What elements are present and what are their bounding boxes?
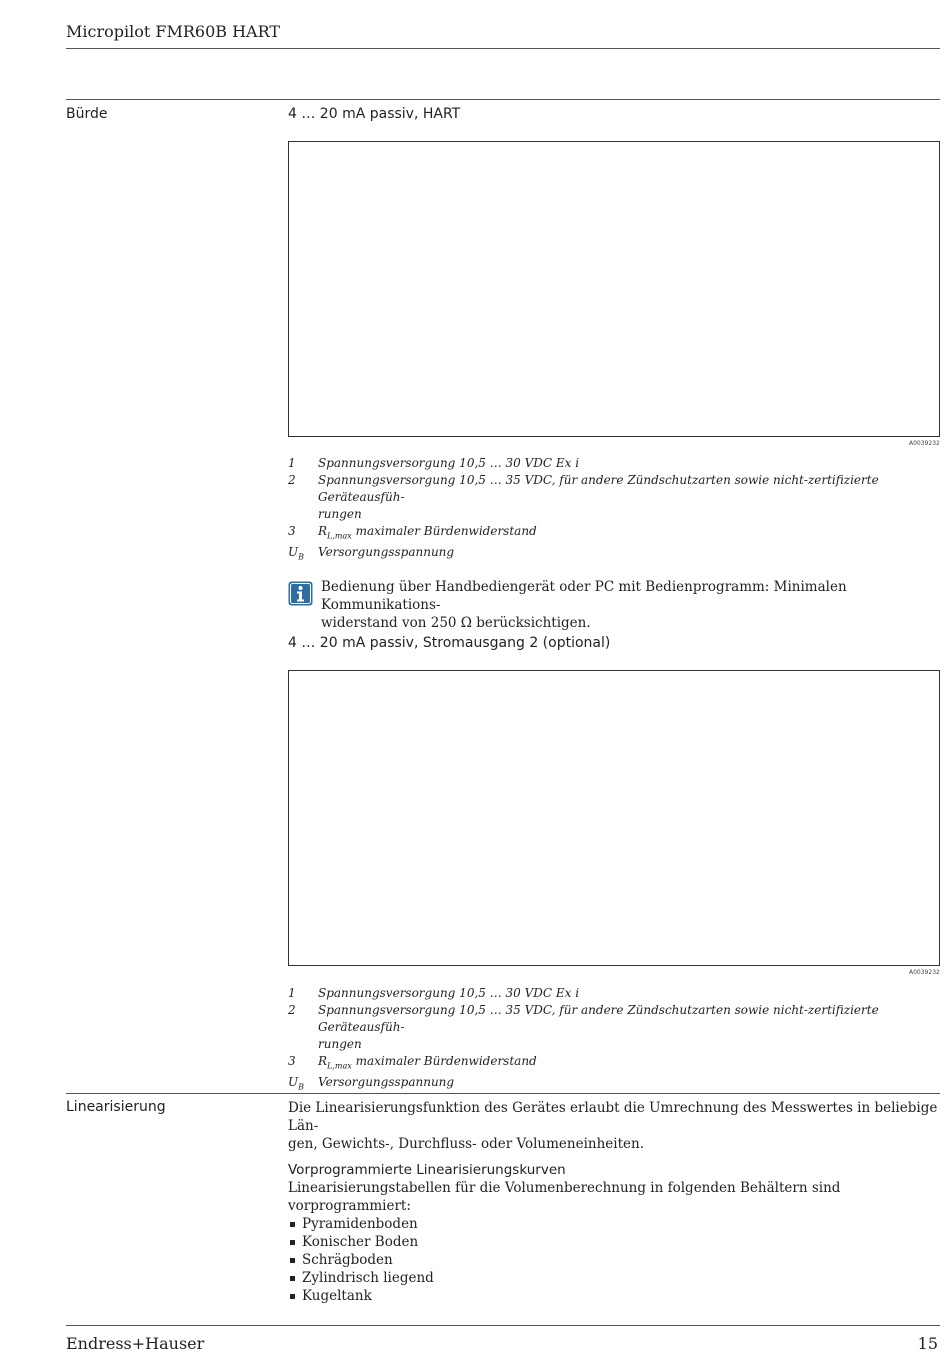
figure-id: A0039232 xyxy=(909,440,940,447)
load-diagram-figure xyxy=(288,670,940,966)
list-item: Schrägboden xyxy=(288,1251,940,1269)
info-icon xyxy=(288,581,313,606)
footer-brand: Endress+Hauser xyxy=(66,1334,205,1353)
intro-line: Die Linearisierungsfunktion des Gerätes erlaubt die Umrechnung des Messwertes in beliebige Län- xyxy=(288,1100,938,1134)
section-label-linearisierung: Linearisierung xyxy=(66,1099,166,1115)
list-item: Kugeltank xyxy=(288,1287,940,1305)
linearisierung-heading: Vorprogrammierte Linearisierungskurven xyxy=(288,1162,566,1178)
intro-line: gen, Gewichts-, Durchfluss- oder Volumeneinheiten. xyxy=(288,1136,644,1152)
legend-item: 1 Spannungsversorgung 10,5 … 30 VDC Ex i xyxy=(288,456,580,470)
page-number: 15 xyxy=(917,1334,938,1353)
legend-item: 2 Spannungsversorgung 10,5 … 35 VDC, für andere Zündschutzarten sowie nicht-zertifizierte Geräteausfüh- rungen xyxy=(288,1003,879,1051)
figure-id: A0039232 xyxy=(909,969,940,976)
legend-item: 1 Spannungsversorgung 10,5 … 30 VDC Ex i xyxy=(288,986,580,1000)
list-item: Pyramidenboden xyxy=(288,1215,940,1233)
section-rule xyxy=(66,1093,940,1094)
legend-item: $U_B$ Versorgungsspannung xyxy=(288,545,455,562)
footer-rule xyxy=(66,1325,940,1326)
running-header: Micropilot FMR60B HART xyxy=(66,22,281,41)
note-line: Bedienung über Handbediengerät oder PC mit Bedienprogramm: Minimalen Kommunikations- xyxy=(321,579,847,613)
subsection-title: 4 … 20 mA passiv, HART xyxy=(288,106,461,122)
legend-item: 3 $R_{L,max}$ maximaler Bürdenwiderstand xyxy=(288,524,537,541)
section-label-burde: Bürde xyxy=(66,106,108,122)
section-rule xyxy=(66,99,940,100)
load-chart xyxy=(289,142,939,436)
load-diagram-figure xyxy=(288,141,940,437)
legend-item: 3 $R_{L,max}$ maximaler Bürdenwiderstand xyxy=(288,1054,537,1071)
legend-item: 2 Spannungsversorgung 10,5 … 35 VDC, für andere Zündschutzarten sowie nicht-zertifizierte Geräteausfüh- rungen xyxy=(288,473,879,521)
figure-legend xyxy=(288,985,938,1091)
list-item: Konischer Boden xyxy=(288,1233,940,1251)
note-line: widerstand von 250 Ω berücksichtigen. xyxy=(321,615,591,631)
subsection-title: 4 … 20 mA passiv, Stromausgang 2 (optional) xyxy=(288,635,611,651)
tank-list xyxy=(288,1215,940,1305)
figure-legend xyxy=(288,455,938,561)
linearisierung-body xyxy=(288,1099,940,1305)
list-item: Zylindrisch liegend xyxy=(288,1269,940,1287)
linearisierung-lead: Linearisierungstabellen für die Volumenberechnung in folgenden Behältern sind vorprogrammiert: xyxy=(288,1180,841,1214)
legend-item: $U_B$ Versorgungsspannung xyxy=(288,1075,455,1092)
header-rule xyxy=(66,48,940,49)
